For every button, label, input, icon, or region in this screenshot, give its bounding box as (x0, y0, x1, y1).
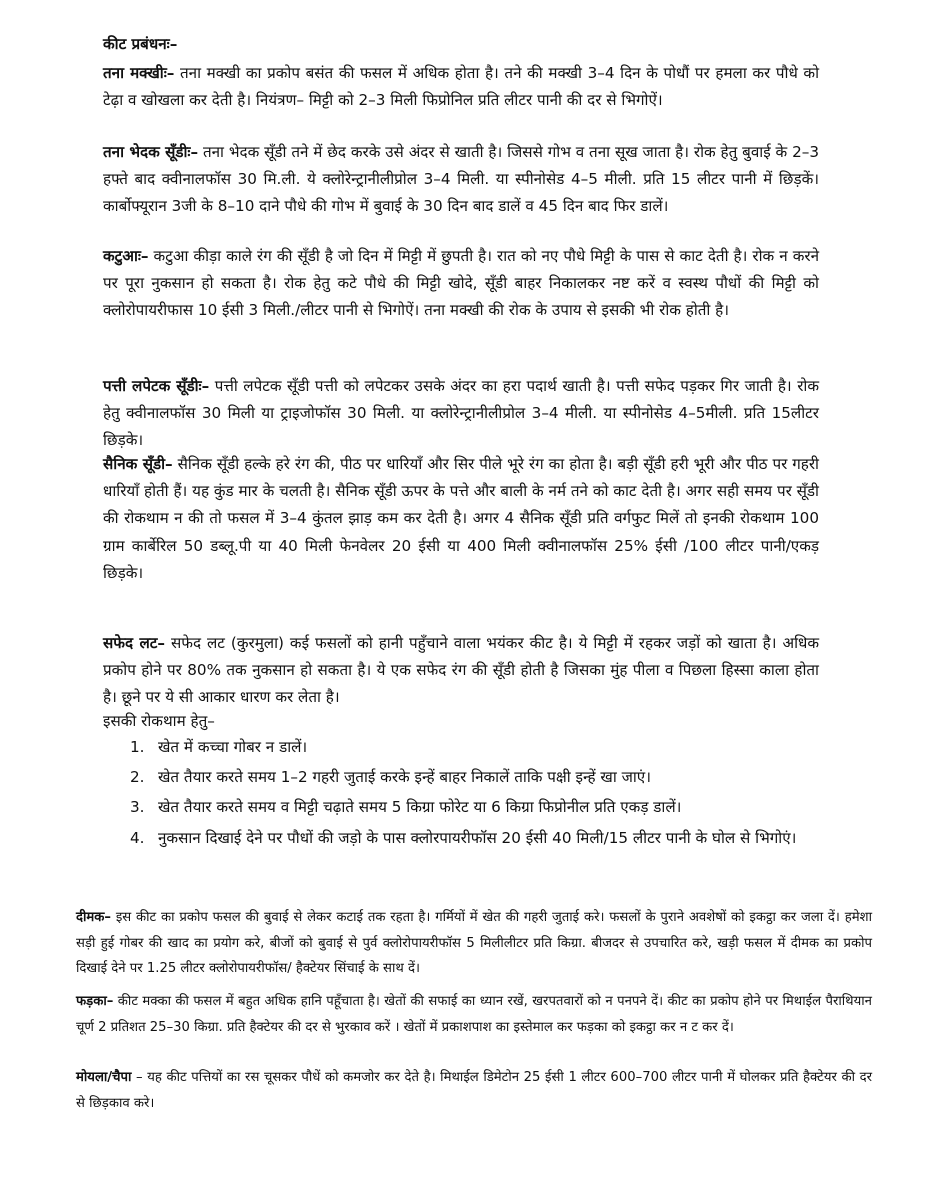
section-aphid (76, 1065, 872, 1116)
page-heading: कीट प्रबंधनः– (103, 35, 178, 53)
section-text: – यह कीट पत्तियों का रस चूसकर पौधें को कमजोर कर देते है। मिथाईल डिमेटोन 25 ईसी 1 लीटर 600–700 लीटर पानी में घोलकर प्रति हैक्टेयर की दर से छिड़काव करे। (76, 1070, 872, 1111)
list-number: 3. (130, 798, 145, 817)
list-text: नुकसान दिखाई देने पर पौधों की जड़ो के पास क्लोरपायरीफॉस 20 ईसी 40 मिली/15 लीटर पानी के घोल से भिगोएं। (158, 828, 797, 847)
list-item (130, 764, 820, 791)
section-white-grub (103, 630, 819, 712)
section-title: सफेद लट– (103, 634, 166, 652)
section-title: सैनिक सूँडी– (103, 455, 173, 473)
section-title: फड़का– (76, 994, 114, 1009)
section-text: तना मक्खी का प्रकोप बसंत की फसल में अधिक होता है। तने की मक्खी 3–4 दिन के पोधौं पर हमला कर पौधे को टेढ़ा व खोखला कर देती है। नियंत्रण– मिट्टी को 2–3 मिली फिप्रोनिल प्रति लीटर पानी की दर से भिगोऐं। (103, 64, 819, 110)
white-grub-intro: इसकी रोकथाम हेतु– (103, 712, 215, 730)
section-text: सैनिक सूँडी हल्के हरे रंग की, पीठ पर धारियाँ और सिर पीले भूरे रंग का होता है। बड़ी सूँडी हरी भूरी और पीठ पर गहरी धारियाँ होती हैं। यह कुंड मार के चलती है। सैनिक सूँडी ऊपर के पत्ते और बाली के नर्म तने को काट देती है। अगर सही समय पर सूँडी की रोकथाम न की तो फसल में 3–4 कुंतल झाड़ कम कर देती है। अगर 4 सैनिक सूँडी प्रति वर्गफुट मिलें तो इनकी रोकथाम 100 ग्राम कार्बेरिल 50 डब्लू.पी या 40 मिली फेनवेलर 20 ईसी या 400 मिली क्वीनालफॉस 25% ईसी /100 लीटर पानी/एकड़ छिड़के। (103, 455, 819, 582)
list-number: 1. (130, 738, 145, 756)
list-number: 2. (130, 768, 145, 787)
list-text: खेत तैयार करते समय 1–2 गहरी जुताई करके इन्हें बाहर निकालें ताकि पक्षी इन्हें खा जाएं। (158, 768, 651, 787)
section-title: तना भेदक सूँडीः– (103, 143, 199, 161)
section-stem-borer (103, 139, 819, 221)
list-number: 4. (130, 828, 145, 847)
white-grub-steps (130, 734, 820, 855)
section-armyworm (103, 451, 819, 587)
section-grasshopper (76, 989, 872, 1040)
list-text: खेत में कच्चा गोबर न डालें। (158, 738, 308, 756)
list-text: खेत तैयार करते समय व मिट्टी चढ़ाते समय 5 किग्रा फोरेट या 6 किग्रा फिप्रोनील प्रति एकड़ डालें। (158, 798, 682, 817)
section-title: दीमक– (76, 910, 112, 925)
section-text: कीट मक्का की फसल में बहुत अधिक हानि पहूँचाता है। खेतों की सफाई का ध्यान रखें, खरपतवारों को न पनपने दें। कीट का प्रकोप होने पर मिथाईल पैराथियान चूर्ण 2 प्रतिशत 25–30 किग्रा. प्रति हैक्टेयर की दर से भुरकाव करें । खेतों में प्रकाशपाश का इस्तेमाल कर फड़का को इकट्ठा कर न ट कर दें। (76, 994, 872, 1035)
list-item (130, 734, 820, 761)
section-leaf-folder (103, 373, 819, 455)
section-text: सफेद लट (कुरमुला) कई फसलों को हानी पहुँचाने वाला भयंकर कीट है। ये मिट्टी में रहकर जड़ों को खाता है। अधिक प्रकोप होने पर 80% तक नुकसान हो सकता है। ये एक सफेद रंग की सूँडी होती है जिसका मुंह पीला व पिछला हिस्सा काला होता है। छूने पर ये सी आकार धारण कर लेता है। (103, 634, 820, 707)
section-title: तना मक्खीः– (103, 64, 175, 82)
section-cutworm (103, 243, 819, 325)
list-item (130, 825, 820, 852)
section-text: इस कीट का प्रकोप फसल की बुवाई से लेकर कटाई तक रहता है। गर्मियों में खेत की गहरी जुताई करे। फसलों के पुराने अवशेषों को इकट्ठा कर जला दें। हमेशा सड़ी हुई गोबर की खाद का प्रयोग करे, बीजों को बुवाई से पुर्व क्लोरोपायरीफॉस 5 मिलीलीटर प्रति किग्रा. बीजदर से उपचारित करे, खड़ी फसल में दीमक का प्रकोप दिखाई देने पर 1.25 लीटर क्लोरोपायरीफॉस/ हैक्टेयर सिंचाई के साथ दें। (76, 910, 872, 976)
section-stem-fly (103, 60, 819, 114)
section-text: पत्ती लपेटक सूँडी पत्ती को लपेटकर उसके अंदर का हरा पदार्थ खाती है। पत्ती सफेद पड़कर गिर जाती है। रोक हेतु क्वीनालफॉस 30 मिली या ट्राइजोफॉस 30 मिली. या क्लोरेन्ट्रानीलीप्रोल 3–4 मीली. या स्पीनोसेड 4–5मीली. प्रति 15लीटर छिड़के। (103, 377, 820, 450)
section-title: पत्ती लपेटक सूँडीः– (103, 377, 210, 395)
section-termite (76, 905, 872, 982)
section-title: कटुआः– (103, 247, 149, 265)
section-text: कटुआ कीड़ा काले रंग की सूँडी है जो दिन में मिट्टी में छुपती है। रात को नए पौधे मिट्टी के पास से काट देती है। रोक न करने पर पूरा नुकसान हो सकता है। रोक हेतु कटे पौधे की मिट्टी खोदे, सूँडी बाहर निकालकर नष्ट करें व स्वस्थ पौधों की मिट्टी को क्लोरोपायरीफास 10 ईसी 3 मिली./लीटर पानी से भिगोऐं। तना मक्खी की रोक के उपाय से इसकी भी रोक होती है। (103, 247, 819, 320)
section-title: मोयला/चैपा (76, 1070, 132, 1085)
section-text: तना भेदक सूँडी तने में छेद करके उसे अंदर से खाती है। जिससे गोभ व तना सूख जाता है। रोक हेतु बुवाई के 2–3 हफ्ते बाद क्वीनालफॉस 30 मि.ली. ये क्लोरेन्ट्रानीलीप्रोल 3–4 मिली. या स्पीनोसेड 4–5 मीली. प्रति 15 लीटर पानी में छिड़कें। कार्बोफ्यूरान 3जी के 8–10 दाने पौधे की गोभ में बुवाई के 30 दिन बाद डालें व 45 दिन बाद फिर डालें। (103, 143, 819, 216)
list-item (130, 794, 820, 821)
